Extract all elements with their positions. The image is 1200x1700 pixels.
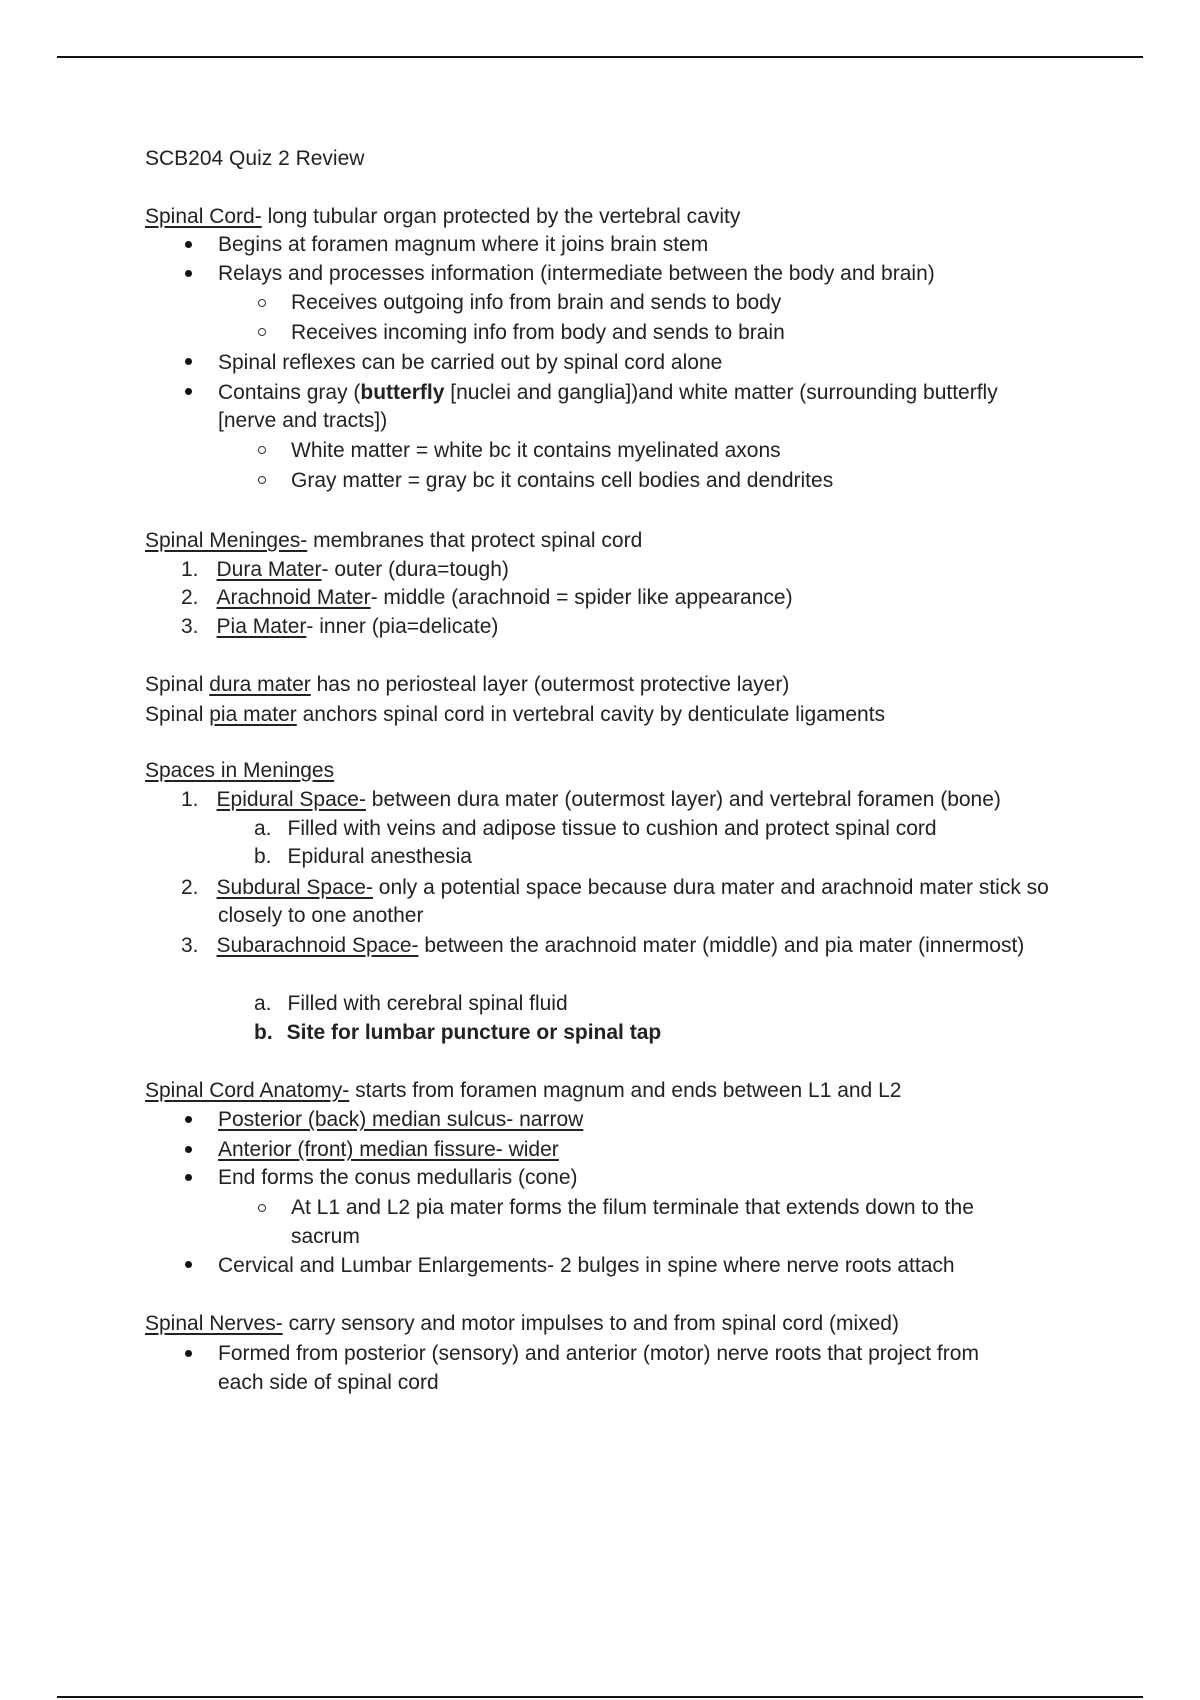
- spinal-cord-sub-bullet-1: Receives outgoing info from brain and sends to body: [291, 291, 782, 314]
- spaces-item-3a: [254, 991, 568, 1017]
- sub-bullet-icon: [258, 299, 266, 307]
- item-number: 1.: [181, 558, 199, 581]
- spinal-cord-heading-line: [145, 204, 740, 230]
- spinal-cord-bullet-2: Relays and processes information (intermediate between the body and brain): [218, 262, 935, 285]
- anatomy-sub-bullet-1-cont: sacrum: [291, 1225, 360, 1248]
- item-term: Dura Mater: [216, 558, 322, 581]
- item-rest: - middle (arachnoid = spider like appearance): [370, 586, 793, 609]
- bullet-icon: [185, 1350, 192, 1357]
- item-rest: between the arachnoid mater (middle) and pia mater (innermost): [418, 934, 1025, 957]
- bottom-rule: [57, 1696, 1143, 1698]
- bullet-4-text-post: [nuclei and ganglia])and white matter (surrounding butterfly: [444, 381, 998, 404]
- anatomy-bullet-1: Posterior (back) median sulcus- narrow: [218, 1108, 584, 1131]
- bullet-4-bold: butterfly: [360, 381, 445, 404]
- spaces-heading: [145, 758, 334, 784]
- item-number: 1.: [181, 788, 199, 811]
- item-letter: b.: [254, 1021, 273, 1044]
- item-number: 2.: [181, 876, 199, 899]
- meninges-heading: Spinal Meninges-: [145, 529, 308, 552]
- item-text: Filled with cerebral spinal fluid: [287, 992, 568, 1015]
- anatomy-bullet-2: Anterior (front) median fissure- wider: [218, 1138, 559, 1161]
- bullet-icon: [185, 1116, 192, 1123]
- item-letter: a.: [254, 992, 272, 1015]
- item-term: Subarachnoid Space-: [216, 934, 419, 957]
- spinal-cord-bullet-3: Spinal reflexes can be carried out by spinal cord alone: [218, 351, 723, 374]
- anatomy-sub-bullet-1: At L1 and L2 pia mater forms the filum terminale that extends down to the: [291, 1196, 974, 1219]
- item-term: Epidural Space-: [216, 788, 366, 811]
- item-rest: - outer (dura=tough): [321, 558, 509, 581]
- bullet-icon: [185, 1261, 192, 1268]
- spinal-cord-bullet-4: [218, 380, 998, 406]
- spaces-item-3b: [254, 1020, 661, 1046]
- anatomy-heading-line: [145, 1078, 901, 1104]
- spaces-item-2: [181, 875, 1049, 901]
- item-number: 3.: [181, 615, 199, 638]
- note-rest: has no periosteal layer (outermost protective layer): [310, 673, 790, 696]
- item-letter: a.: [254, 817, 272, 840]
- bullet-icon: [185, 1174, 192, 1181]
- gray-matter-note: Gray matter = gray bc it contains cell bodies and dendrites: [291, 469, 834, 492]
- item-term: Pia Mater: [216, 615, 307, 638]
- item-rest: between dura mater (outermost layer) and vertebral foramen (bone): [365, 788, 1001, 811]
- spaces-item-2-cont: closely to one another: [218, 904, 424, 927]
- spaces-item-1: [181, 787, 1001, 813]
- sub-bullet-icon: [258, 328, 266, 336]
- white-matter-note: White matter = white bc it contains myelinated axons: [291, 439, 781, 462]
- note-rest: anchors spinal cord in vertebral cavity by denticulate ligaments: [296, 703, 886, 726]
- item-term: Subdural Space-: [216, 876, 373, 899]
- bullet-icon: [185, 388, 192, 395]
- meninges-heading-line: [145, 528, 642, 554]
- item-text: Site for lumbar puncture or spinal tap: [286, 1021, 662, 1044]
- spinal-cord-sub-bullet-2: Receives incoming info from body and sends to brain: [291, 321, 785, 344]
- meninges-item-2: [181, 585, 793, 611]
- item-number: 3.: [181, 934, 199, 957]
- nerves-desc: carry sensory and motor impulses to and from spinal cord (mixed): [282, 1312, 899, 1335]
- item-number: 2.: [181, 586, 199, 609]
- nerves-heading-line: [145, 1311, 899, 1337]
- bullet-icon: [185, 1146, 192, 1153]
- anatomy-desc: starts from foramen magnum and ends between L1 and L2: [349, 1079, 902, 1102]
- dura-mater-note: [145, 672, 789, 698]
- top-rule: [57, 56, 1143, 58]
- item-text: Epidural anesthesia: [287, 845, 472, 868]
- meninges-item-3: [181, 614, 498, 640]
- meninges-desc: membranes that protect spinal cord: [307, 529, 643, 552]
- anatomy-bullet-4: Cervical and Lumbar Enlargements- 2 bulges in spine where nerve roots attach: [218, 1254, 955, 1277]
- spaces-item-1b: [254, 844, 472, 870]
- note-pre: Spinal: [145, 703, 210, 726]
- sub-bullet-icon: [258, 446, 266, 454]
- document-title: SCB204 Quiz 2 Review: [145, 147, 365, 170]
- meninges-item-1: [181, 557, 509, 583]
- spinal-cord-bullet-4-cont: [nerve and tracts]): [218, 409, 388, 432]
- item-term: Arachnoid Mater: [216, 586, 371, 609]
- spaces-heading-text: Spaces in Meninges: [145, 759, 335, 782]
- note-term: pia mater: [209, 703, 297, 726]
- sub-bullet-icon: [258, 1204, 266, 1212]
- pia-mater-note: [145, 702, 885, 728]
- bullet-icon: [185, 358, 192, 365]
- note-term: dura mater: [209, 673, 311, 696]
- bullet-icon: [185, 270, 192, 277]
- nerves-heading: Spinal Nerves-: [145, 1312, 283, 1335]
- spaces-item-1a: [254, 816, 937, 842]
- anatomy-heading: Spinal Cord Anatomy-: [145, 1079, 350, 1102]
- item-rest: only a potential space because dura mater and arachnoid mater stick so: [372, 876, 1049, 899]
- nerves-bullet-1: Formed from posterior (sensory) and anterior (motor) nerve roots that project from: [218, 1342, 979, 1365]
- item-letter: b.: [254, 845, 272, 868]
- bullet-4-text-pre: Contains gray (: [218, 381, 361, 404]
- spinal-cord-desc: long tubular organ protected by the vertebral cavity: [261, 205, 741, 228]
- note-pre: Spinal: [145, 673, 210, 696]
- item-text: Filled with veins and adipose tissue to cushion and protect spinal cord: [287, 817, 937, 840]
- sub-bullet-icon: [258, 476, 266, 484]
- bullet-icon: [185, 241, 192, 248]
- anatomy-bullet-3: End forms the conus medullaris (cone): [218, 1166, 578, 1189]
- spinal-cord-heading: Spinal Cord-: [145, 205, 262, 228]
- spinal-cord-bullet-1: Begins at foramen magnum where it joins brain stem: [218, 233, 709, 256]
- spaces-item-3: [181, 933, 1024, 959]
- item-rest: - inner (pia=delicate): [306, 615, 499, 638]
- nerves-bullet-1-cont: each side of spinal cord: [218, 1371, 439, 1394]
